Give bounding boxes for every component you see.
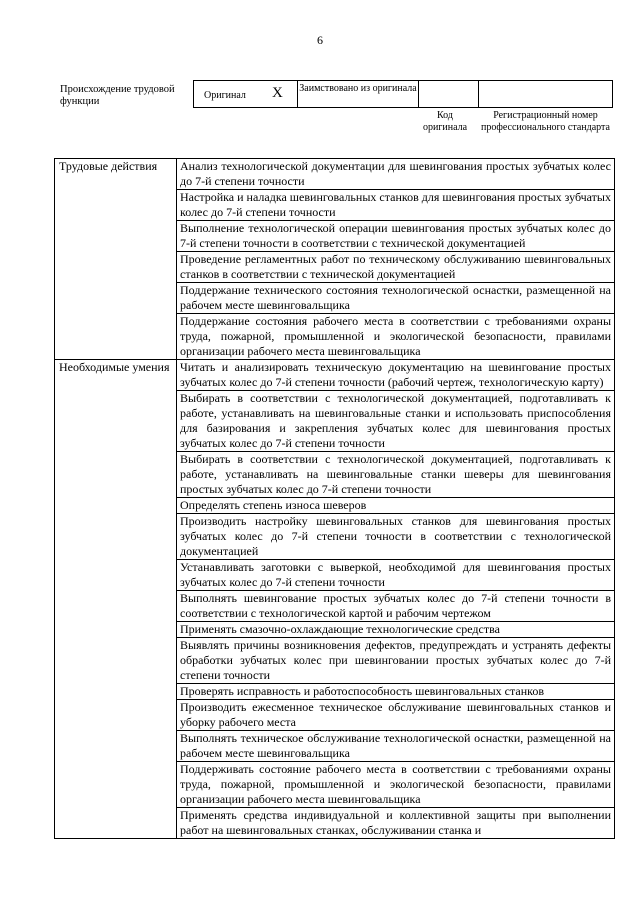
reg-number-cell: [479, 81, 612, 107]
section-item: Применять смазочно-охлаждающие технологические средства: [177, 622, 615, 638]
borrowed-label: Заимствовано из оригинала: [298, 81, 419, 107]
code-caption: Код оригинала: [422, 110, 468, 133]
section-item: Применять средства индивидуальной и коллективной защиты при выполнении работ на шевинговальных станках, обслуживании станка и: [177, 808, 615, 839]
reg-caption: Регистрационный номер профессионального стандарта: [481, 110, 610, 133]
section-item: Проверять исправность и работоспособность шевинговальных станков: [177, 684, 615, 700]
section-item: Проведение регламентных работ по техническому обслуживанию шевинговальных станков в соответствии с технической документацией: [177, 252, 615, 283]
code-cell: [419, 81, 479, 107]
section-item: Настройка и наладка шевинговальных станков для шевингования простых зубчатых колес до 7-й степени точности: [177, 190, 615, 221]
section-title: Трудовые действия: [55, 159, 177, 360]
section-item: Выявлять причины возникновения дефектов, предупреждать и устранять дефекты обработки зубчатых колес при шевинговании простых зубчатых колес до 7-й степени точности: [177, 638, 615, 684]
table-row: [55, 360, 615, 391]
origin-label: Происхождение трудовой функции: [60, 84, 175, 107]
section-item: Анализ технологической документации для шевингования простых зубчатых колес до 7-й степени точности: [177, 159, 615, 190]
section-item: Производить настройку шевинговальных станков для шевингования простых зубчатых колес до 7-й степени точности в соответствии с технологической документацией: [177, 514, 615, 560]
original-mark: X: [272, 85, 283, 101]
table-row: [55, 159, 615, 190]
original-label: Оригинал: [204, 90, 246, 101]
original-cell: [194, 81, 298, 107]
section-item: Поддержание состояния рабочего места в соответствии с требованиями охраны труда, пожарной, промышленной и экологической безопасности, правилами организации рабочего места шевинговальщика: [177, 314, 615, 360]
section-item: Устанавливать заготовки с выверкой, необходимой для шевингования простых зубчатых колес до 7-й степени точности: [177, 560, 615, 591]
section-item: Выполнение технологической операции шевингования простых зубчатых колес до 7-й степени точности в соответствии с технической документацией: [177, 221, 615, 252]
section-item: Поддерживать состояние рабочего места в соответствии с требованиями охраны труда, пожарной, промышленной и экологической безопасности, правилами организации рабочего места шевинговальщика: [177, 762, 615, 808]
section-item: Выполнять техническое обслуживание технологической оснастки, размещенной на рабочем месте шевинговальщика: [177, 731, 615, 762]
section-item: Определять степень износа шеверов: [177, 498, 615, 514]
section-item: Поддержание технического состояния технологической оснастки, размещенной на рабочем месте шевинговальщика: [177, 283, 615, 314]
section-item: Читать и анализировать техническую документацию на шевингование простых зубчатых колес до 7-й степени точности (рабочий чертеж, технологическую карту): [177, 360, 615, 391]
section-title: Необходимые умения: [55, 360, 177, 839]
section-item: Выбирать в соответствии с технологической документацией, подготавливать к работе, устанавливать на шевинговальные станки и использовать приспособления для базирования и закрепления зубчатых колес для шевингования простых зубчатых колес до 7-й степени точности: [177, 391, 615, 452]
section-item: Производить ежесменное техническое обслуживание шевинговальных станков и уборку рабочего места: [177, 700, 615, 731]
origin-table: [193, 80, 613, 108]
page-number: 6: [317, 33, 323, 47]
section-item: Выполнять шевингование простых зубчатых колес до 7-й степени точности в соответствии с технологической картой и рабочим чертежом: [177, 591, 615, 622]
section-item: Выбирать в соответствии с технологической документацией, подготавливать к работе, устанавливать на шевинговальные станки шеверы для шевингования простых зубчатых колес до 7-й степени точности: [177, 452, 615, 498]
function-table: [54, 158, 615, 839]
